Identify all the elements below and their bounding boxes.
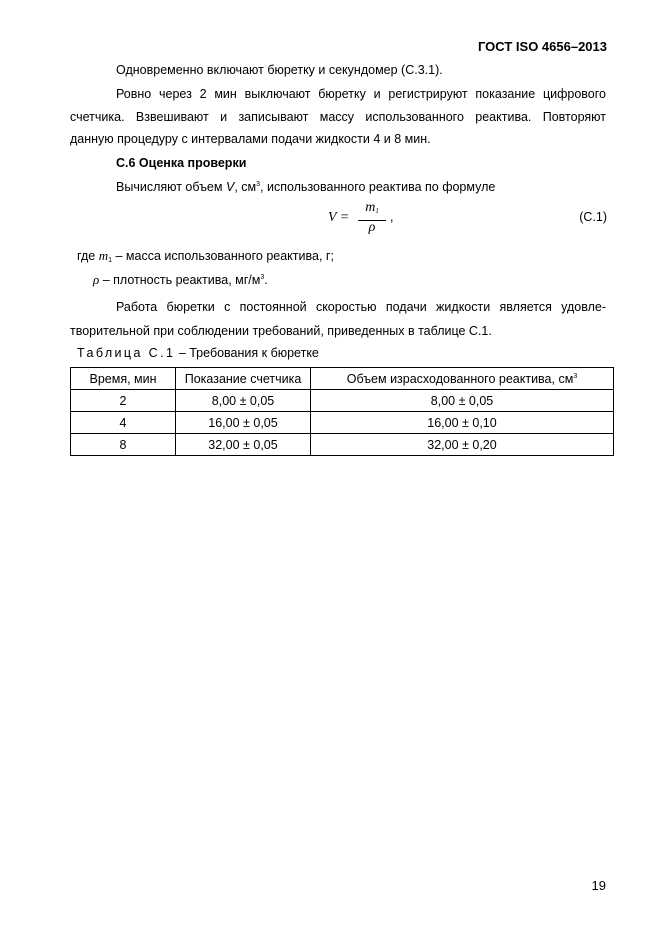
formula-comma: , <box>390 210 394 224</box>
document-header: ГОСТ ISO 4656–2013 <box>477 39 607 54</box>
paragraph-line: Ровно через 2 мин выключают бюретку и регистрируют показание цифрового <box>116 87 606 101</box>
page-number: 19 <box>591 878 606 893</box>
calc-intro-after: , использованного реактива по формуле <box>260 180 496 194</box>
column-header-volume-sup: 3 <box>573 372 578 380</box>
table-header-row <box>71 368 614 390</box>
column-header-volume-text: Объем израсходованного реактива, см <box>346 371 574 386</box>
calc-intro <box>116 176 495 198</box>
numerator-subscript: 1 <box>375 207 379 215</box>
formula-numerator <box>358 200 386 216</box>
table-row <box>71 434 614 456</box>
table-cell: 16,00 ± 0,05 <box>176 412 311 434</box>
where-density <box>93 269 268 291</box>
paragraph-line: данную процедуру с интервалами подачи жидкости 4 и 8 мин. <box>70 132 431 146</box>
density-symbol: ρ <box>93 272 100 287</box>
equation-number: (С.1) <box>579 210 607 224</box>
column-header-time: Время, мин <box>71 368 176 390</box>
cubic-superscript: 3 <box>256 181 261 188</box>
table-cell: 4 <box>71 412 176 434</box>
mass-description: – масса использованного реактива, г; <box>112 249 334 263</box>
table-row <box>71 390 614 412</box>
table-cell: 32,00 ± 0,05 <box>176 434 311 456</box>
formula-lhs: V = <box>328 210 350 225</box>
mass-subscript: 1 <box>108 257 113 264</box>
paragraph-start-devices: Одновременно включают бюретку и секундомер (С.3.1). <box>116 63 443 77</box>
where-lead: где <box>77 249 99 263</box>
table-caption-label: Таблица С.1 <box>77 346 176 360</box>
table-cell: 8,00 ± 0,05 <box>176 390 311 412</box>
conclusion-line: творительной при соблюдении требований, приведенных в таблице С.1. <box>70 324 492 338</box>
numerator-var: m <box>365 200 376 215</box>
table-cell: 16,00 ± 0,10 <box>311 412 614 434</box>
table-cell: 8,00 ± 0,05 <box>311 390 614 412</box>
section-title: С.6 Оценка проверки <box>116 156 247 170</box>
column-header-counter: Показание счетчика <box>176 368 311 390</box>
table-cell: 2 <box>71 390 176 412</box>
mass-symbol: m <box>98 248 109 263</box>
conclusion-line: Работа бюретки с постоянной скоростью подачи жидкости является удовле- <box>116 300 606 314</box>
density-superscript: 3 <box>260 274 265 281</box>
calc-intro-middle: , см <box>234 180 257 194</box>
paragraph-line: счетчика. Взвешивают и записывают массу использованного реактива. Повторяют <box>70 110 606 124</box>
density-description: – плотность реактива, мг/м <box>99 273 261 287</box>
burette-requirements-table <box>70 367 614 456</box>
calc-intro-before: Вычисляют объем <box>116 180 226 194</box>
table-cell: 8 <box>71 434 176 456</box>
table-caption-text: – Требования к бюретке <box>175 346 319 360</box>
where-mass <box>77 245 334 267</box>
volume-symbol: V <box>225 180 235 194</box>
density-end: . <box>264 273 268 287</box>
table-cell: 32,00 ± 0,20 <box>311 434 614 456</box>
column-header-volume <box>311 368 614 390</box>
table-row <box>71 412 614 434</box>
table-caption <box>77 342 319 364</box>
formula-denominator: ρ <box>368 220 376 235</box>
